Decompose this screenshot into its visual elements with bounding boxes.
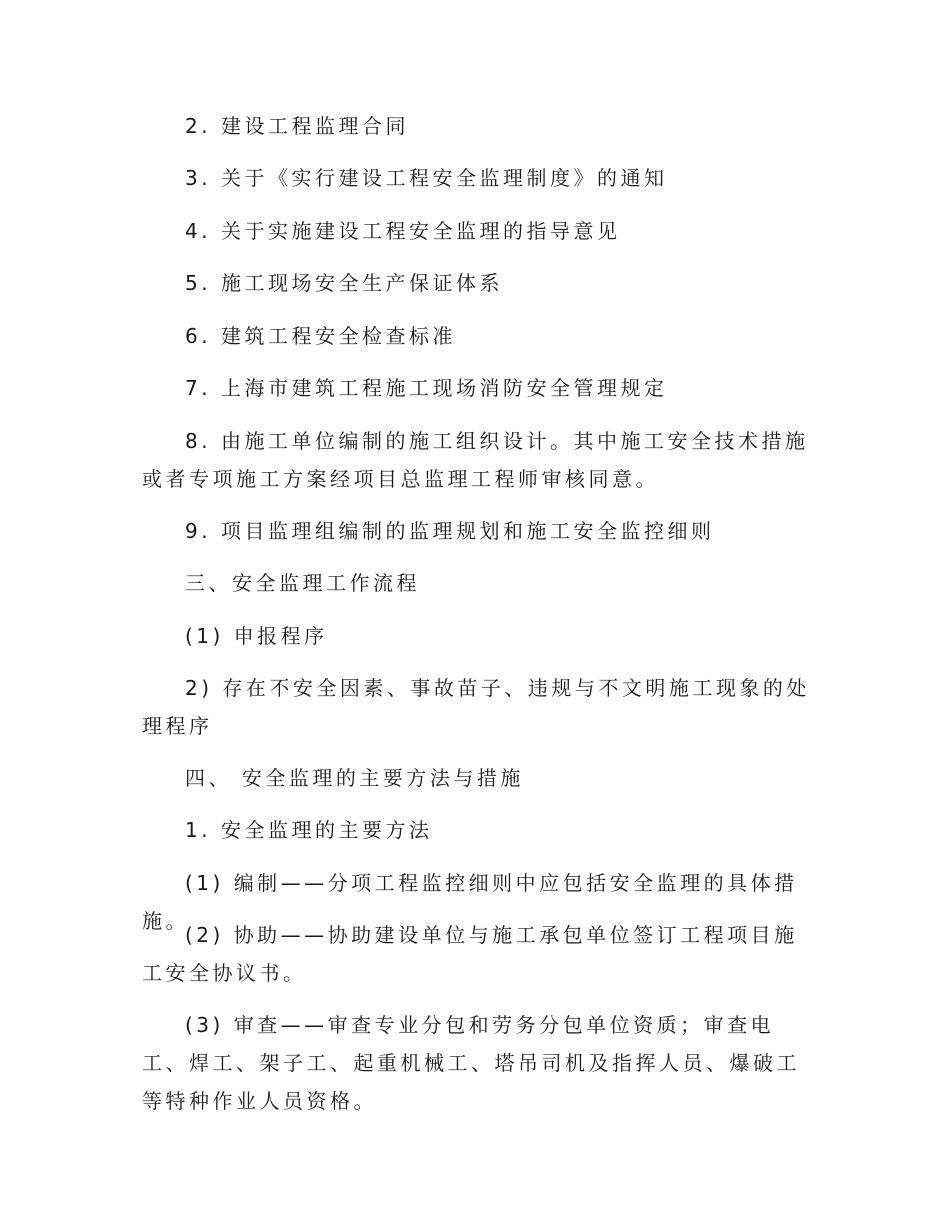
paragraph: 3. 关于《实行建设工程安全监理制度》的通知	[185, 166, 668, 190]
paragraph: 2) 存在不安全因素、事故苗子、违规与不文明施工现象的处理程序	[142, 676, 810, 738]
section-heading: 四、 安全监理的主要方法与措施	[185, 766, 524, 790]
paragraph: 9. 项目监理组编制的监理规划和施工安全监控细则	[185, 519, 715, 543]
paragraph: 2. 建设工程监理合同	[185, 114, 409, 138]
paragraph: 8. 由施工单位编制的施工组织设计。其中施工安全技术措施或者专项施工方案经项目总监理工程师审核同意。	[142, 429, 809, 491]
paragraph: 7. 上海市建筑工程施工现场消防安全管理规定	[185, 376, 668, 400]
paragraph: (3) 审查——审查专业分包和劳务分包单位资质；审查电工、焊工、架子工、起重机械工、塔吊司机及指挥人员、爆破工等特种作业人员资格。	[142, 1013, 800, 1113]
paragraph: 1. 安全监理的主要方法	[185, 818, 433, 842]
section-heading: 三、安全监理工作流程	[185, 571, 420, 595]
paragraph: 5. 施工现场安全生产保证体系	[185, 271, 503, 295]
paragraph: (1) 编制——分项工程监控细则中应包括安全监理的具体措施。	[142, 871, 798, 933]
paragraph: 4. 关于实施建设工程安全监理的指导意见	[185, 219, 621, 243]
paragraph: 6. 建筑工程安全检查标准	[185, 324, 456, 348]
paragraph: (2) 协助——协助建设单位与施工承包单位签订工程项目施工安全协议书。	[142, 923, 798, 985]
paragraph: (1) 申报程序	[185, 624, 328, 648]
